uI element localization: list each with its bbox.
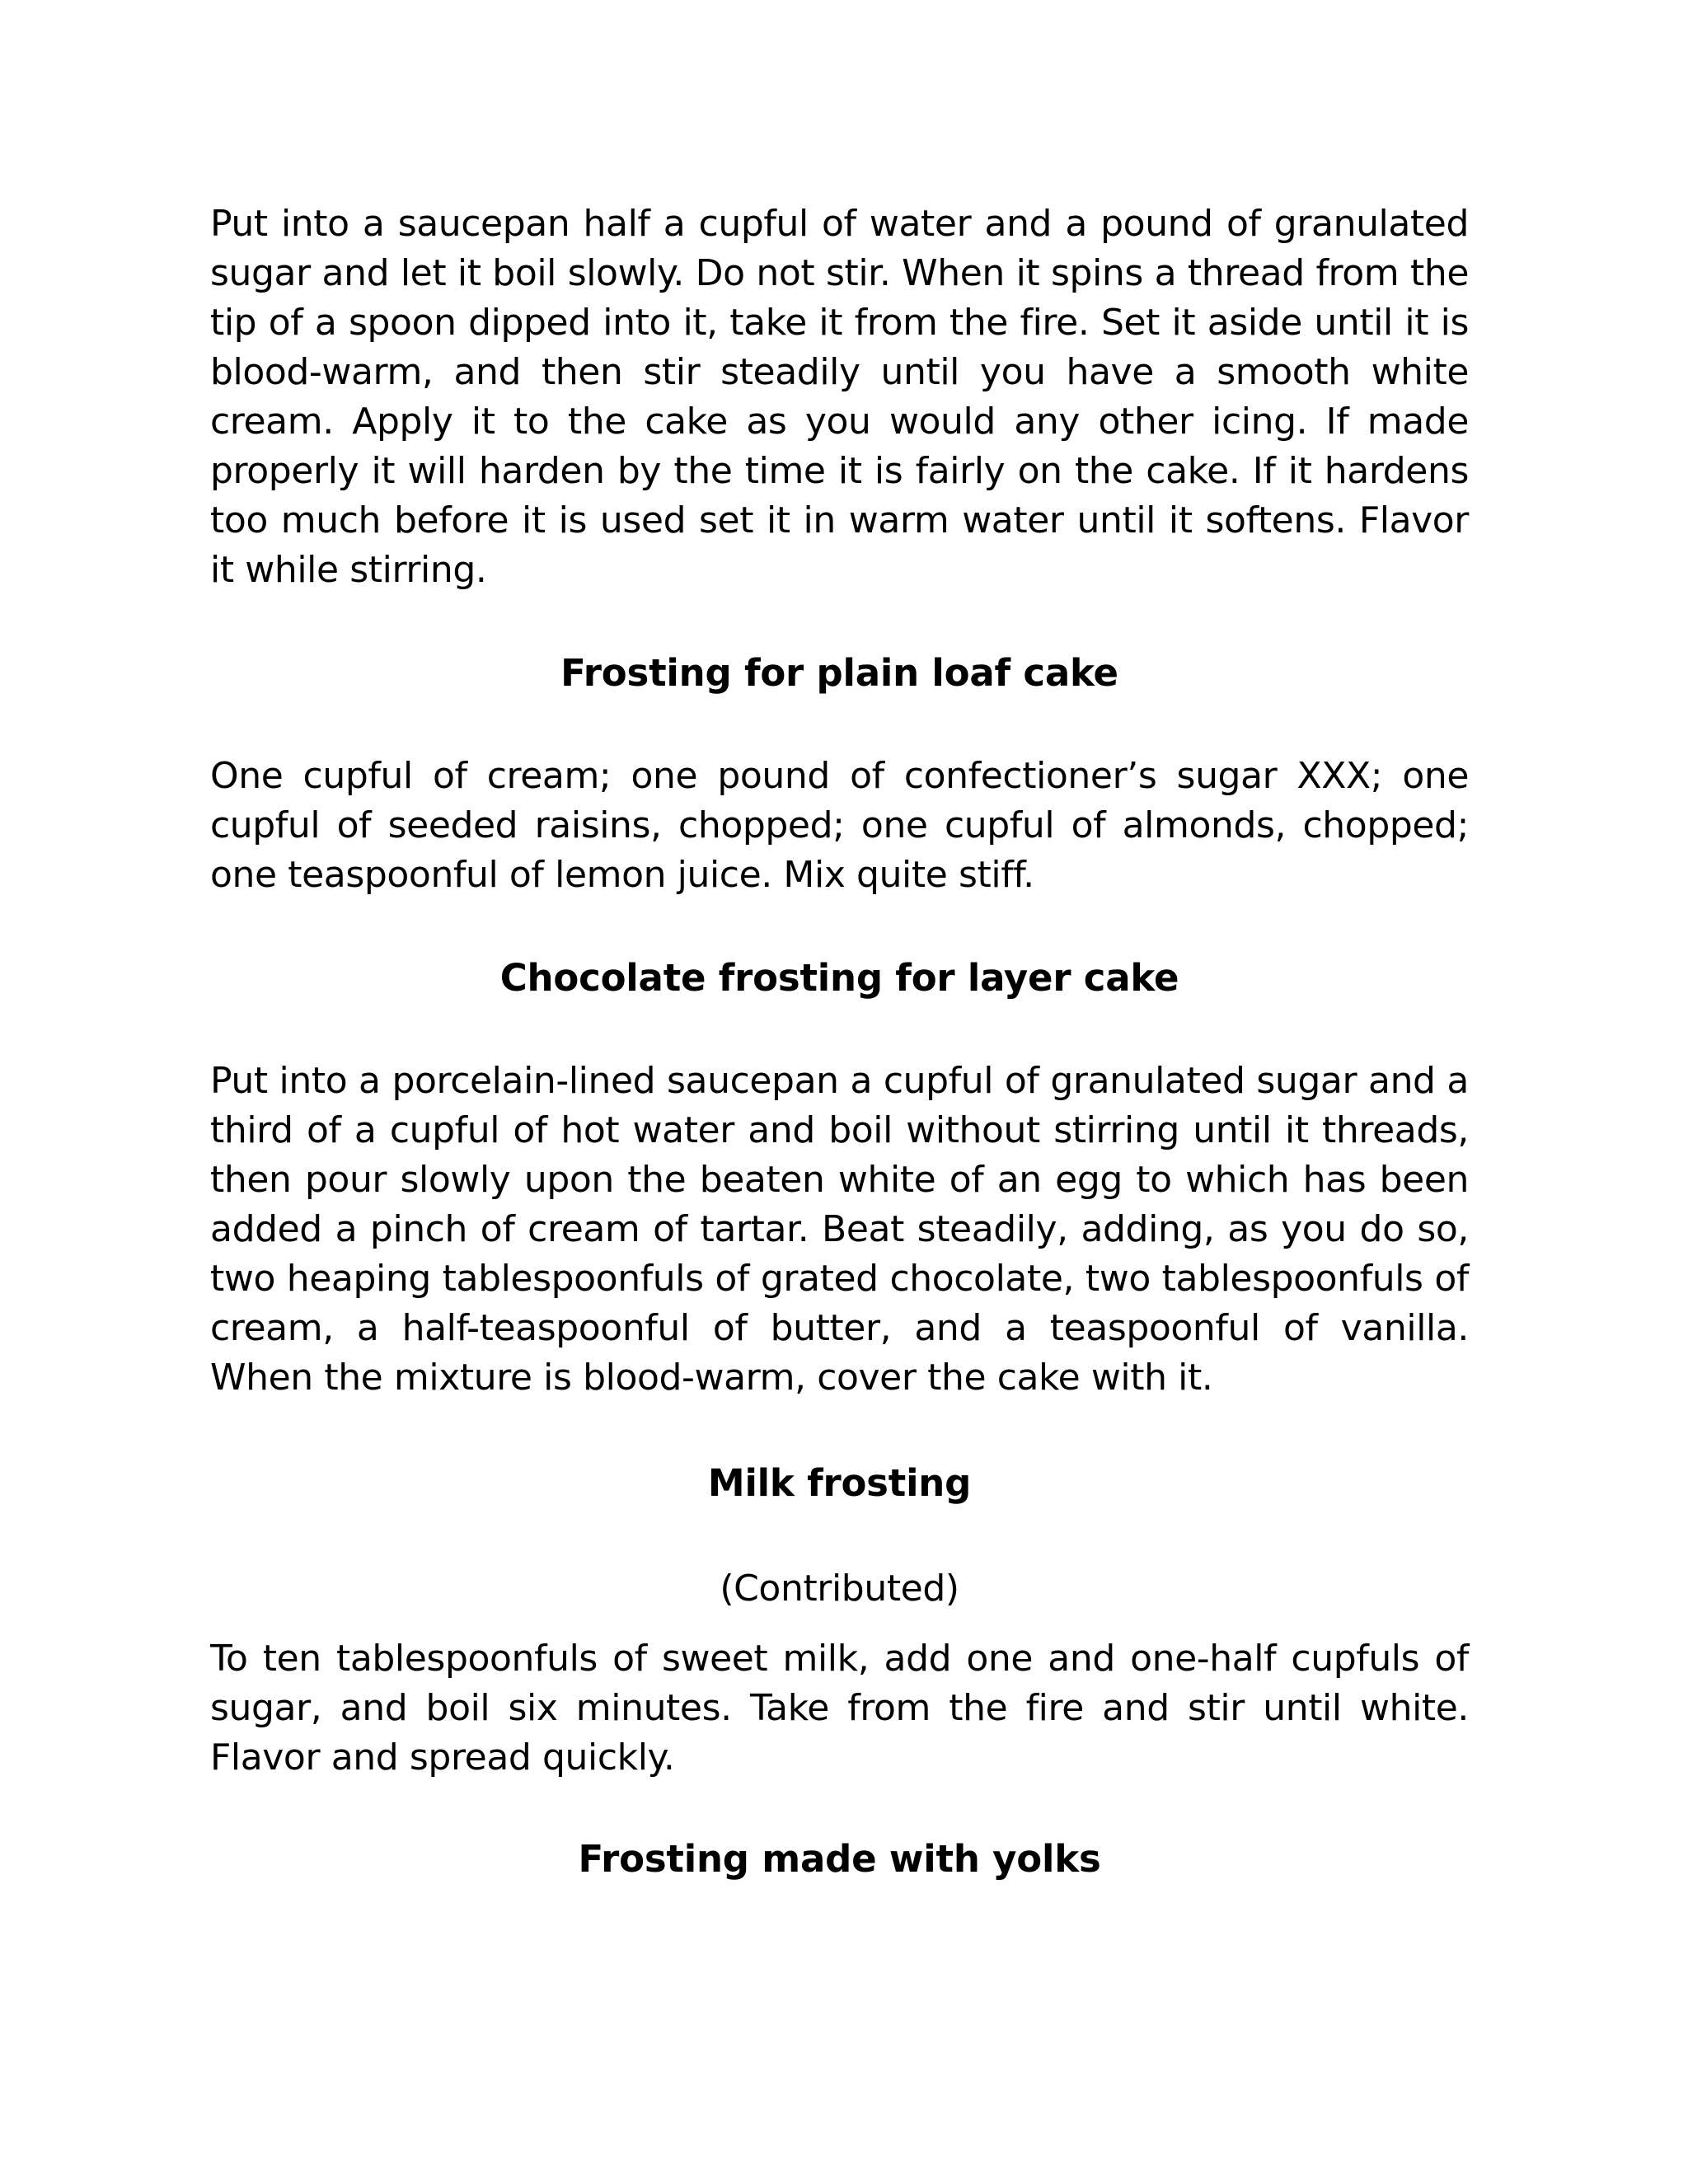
paragraph-chocolate-frosting: Put into a porcelain-lined saucepan a cupful of granulated sugar and a third of a cupful of hot water and boil without stirring until it threads, then pour slowly upon the beaten white of an egg to which has been added a pinch of cream of tartar. Beat steadily, adding, as you do so, two heaping tablespoonfuls of grated chocolate, two tablespoonfuls of cream, a half-teaspoonful of butter, and a teaspoonful of vanilla. When the mixture is blood-warm, cover the cake with it.	[210, 1060, 1469, 1399]
heading-milk-frosting: Milk frosting	[707, 1461, 972, 1505]
paragraph-icing-instructions: Put into a saucepan half a cupful of water and a pound of granulated sugar and let it boil slowly. Do not stir. When it spins a thread from the tip of a spoon dipped into it, take it from the fire. Set it aside until it is blood-warm, and then stir steadily until you have a smooth white cream. Apply it to the cake as you would any other icing. If made properly it will harden by the time it is fairly on the cake. If it hardens too much before it is used set it in warm water until it softens. Flavor it while stirring.	[210, 203, 1469, 591]
paragraph-plain-loaf-cake: One cupful of cream; one pound of confectioner’s sugar XXX; one cupful of seeded raisins, chopped; one cupful of almonds, chopped; one teaspoonful of lemon juice. Mix quite stiff.	[210, 755, 1469, 896]
page-content	[210, 199, 1469, 1884]
heading-chocolate-frosting: Chocolate frosting for layer cake	[499, 956, 1179, 1000]
heading-frosting-plain-loaf-cake: Frosting for plain loaf cake	[560, 651, 1118, 695]
paragraph-milk-frosting: To ten tablespoonfuls of sweet milk, add one and one-half cupfuls of sugar, and boil six minutes. Take from the fire and stir until white. Flavor and spread quickly.	[210, 1638, 1469, 1779]
subheading-contributed: (Contributed)	[720, 1568, 959, 1610]
heading-frosting-made-with-yolks: Frosting made with yolks	[578, 1837, 1101, 1881]
